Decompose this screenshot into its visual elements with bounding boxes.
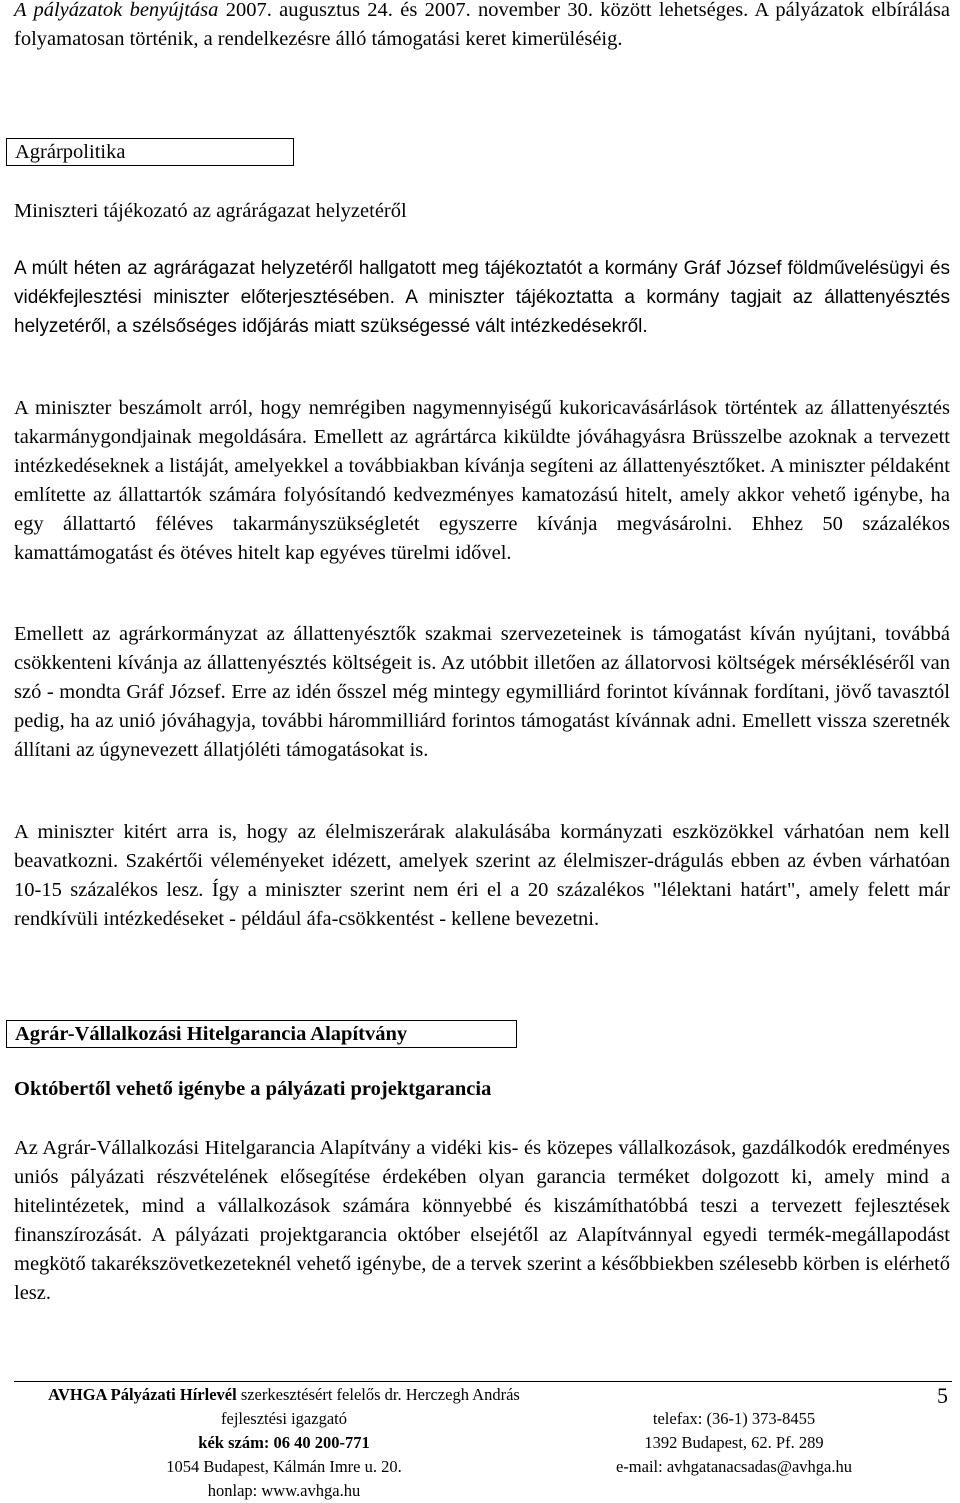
article-title: Októbertől vehető igénybe a pályázati projektgarancia	[14, 1078, 492, 1100]
footer-org: AVHGA Pályázati Hírlevél	[48, 1385, 237, 1404]
footer-editor: szerkesztésért felelős dr. Herczegh András fejlesztési igazgató	[221, 1385, 520, 1428]
page-number: 5	[937, 1383, 948, 1408]
section-box-agrarpolitika	[6, 138, 294, 166]
article-paragraph-2: A miniszter beszámolt arról, hogy nemrégiben nagymennyiségű kukoricavásárlások történtek az állattenyésztés takarmánygondjainak megoldására. Emellett az agrártárca kiküldte jóváhagyásra Brüsszelbe azoknak a tervezett intézkedéseknek a listáját, amelyekkel a továbbiakban kívánja segíteni az állattenyésztőket. A miniszter példaként említette az állattartók számára folyósítandó kedvezményes kamatozású hitelt, amely akkor vehető igénybe, ha egy állattartó féléves takarmányszükségletét egyszerre kívánja megvásárolni. Ehhez 50 százalékos kamattámogatást és ötéves hitelt kap egyéves türelmi idővel.	[14, 397, 950, 564]
footer-left	[14, 1383, 554, 1503]
footer-website: honlap: www.avhga.hu	[207, 1481, 361, 1500]
article-paragraph-5: Az Agrár-Vállalkozási Hitelgarancia Alapítvány a vidéki kis- és közepes vállalkozások, gazdálkodók eredményes uniós pályázati részvételének elősegítése érdekében olyan garancia terméket dolgozott ki, amely mind a hitelintézetek, mind a vállalkozások számára könnyebbé és kiszámíthatóbbá teszi a tervezett fejlesztések finanszírozását. A pályázati projektgarancia október elsejétől az Alapítvánnyal egyedi termék-megállapodást megkötő takarékszövetkezeteknél vehető igénybe, de a tervek szerint a későbbiekben szélesebb körben is elérhető lesz.	[14, 1137, 950, 1304]
footer-org-line	[14, 1383, 554, 1431]
footer-address: 1054 Budapest, Kálmán Imre u. 20.	[166, 1457, 402, 1476]
intro-paragraph	[14, 0, 950, 54]
page-footer	[14, 1381, 952, 1500]
section-box-avhga	[6, 1020, 517, 1048]
footer-fax: telefax: (36-1) 373-8455	[652, 1409, 816, 1428]
section-title: Agrárpolitika	[15, 141, 126, 163]
intro-rest: 2007. augusztus 24. és 2007. november 30. között lehetséges. A pályázatok elbírálása folyamatosan történik, a rendelkezésre álló támogatási keret kimerüléséig.	[14, 0, 950, 50]
footer-right	[544, 1407, 924, 1479]
article-paragraph-1: A múlt héten az agrárágazat helyzetéről hallgatott meg tájékoztatót a kormány Gráf József földművelésügyi és vidékfejlesztési miniszter előterjesztésében. A miniszter tájékoztatta a kormány tagjait az állattenyésztés helyzetéről, a szélsőséges időjárás miatt szükségessé vált intézkedésekről.	[14, 258, 950, 337]
footer-email: e-mail: avhgatanacsadas@avhga.hu	[615, 1457, 852, 1476]
footer-phone: kék szám: 06 40 200-771	[198, 1433, 370, 1452]
section-title: Agrár-Vállalkozási Hitelgarancia Alapítvány	[15, 1023, 408, 1045]
intro-lead: A pályázatok benyújtása	[14, 0, 219, 21]
footer-po-box: 1392 Budapest, 62. Pf. 289	[644, 1433, 824, 1452]
article-paragraph-3: Emellett az agrárkormányzat az állattenyésztők szakmai szervezeteinek is támogatást kíván nyújtani, továbbá csökkenteni kívánja az állattenyésztés költségeit is. Az utóbbit illetően az állatorvosi költségek mérsékléséről van szó - mondta Gráf József. Erre az idén ősszel még mintegy egymilliárd forintot kívánnak fordítani, jövő tavasztól pedig, ha az unió jóváhagyja, további hárommilliárd forintos támogatást kívánnak adni. Emellett vissza szeretnék állítani az úgynevezett állatjóléti támogatásokat is.	[14, 623, 950, 761]
article-paragraph-4: A miniszter kitért arra is, hogy az élelmiszerárak alakulásába kormányzati eszközökkel várhatóan nem kell beavatkozni. Szakértői véleményeket idézett, amelyek szerint az élelmiszer-drágulás ebben az évben várhatóan 10-15 százalékos lesz. Így a miniszter szerint nem éri el a 20 százalékos "lélektani határt", amely felett már rendkívüli intézkedéseket - például áfa-csökkentést - kellene bevezetni.	[14, 821, 950, 930]
article-title: Miniszteri tájékozató az agrárágazat helyzetéről	[14, 200, 407, 222]
